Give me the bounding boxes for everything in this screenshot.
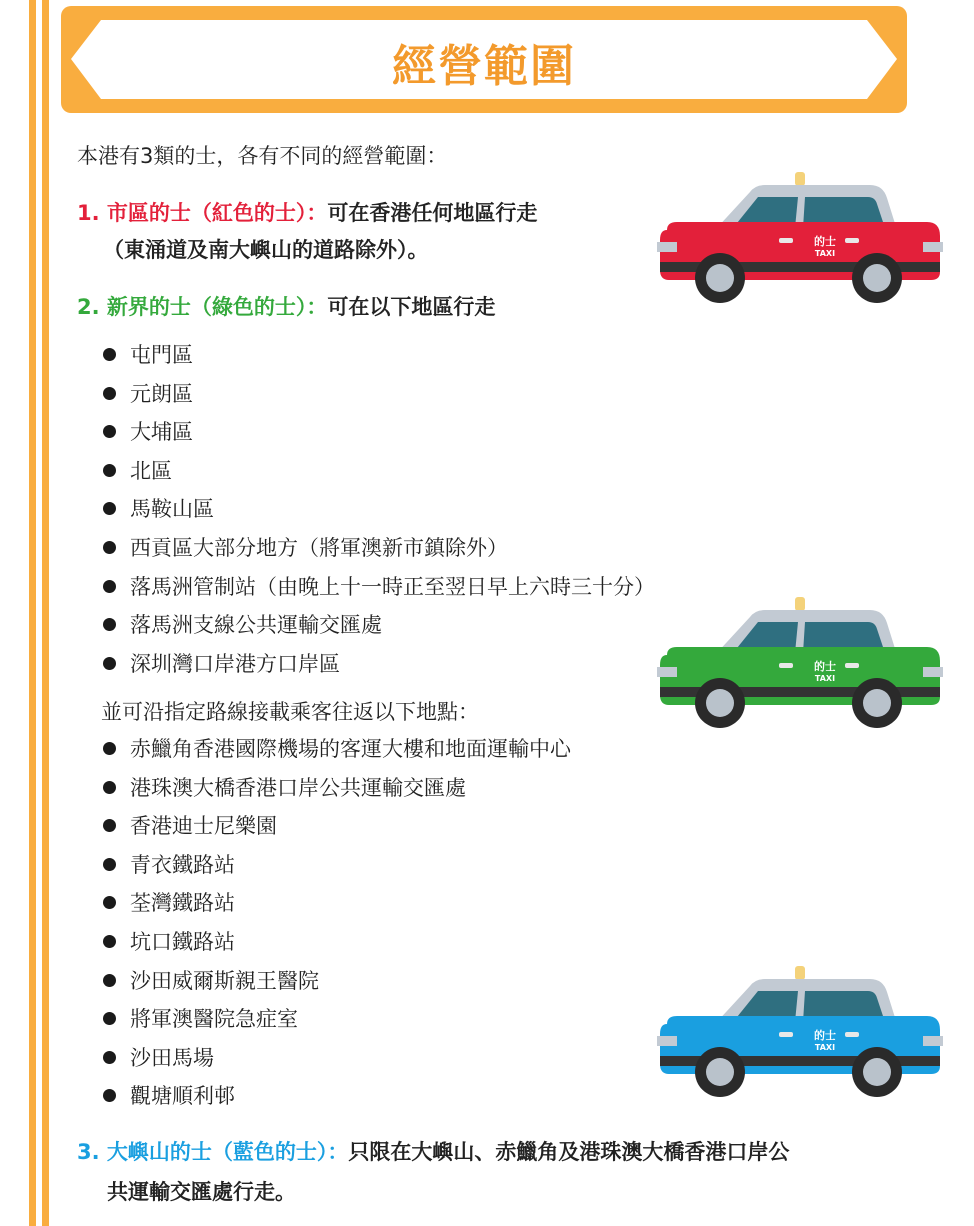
taxi-taillight	[923, 1036, 943, 1046]
taxi-hubcap	[706, 264, 734, 292]
taxi-hubcap	[863, 689, 891, 717]
urban-taxi-label: 1. 市區的士（紅色的士）：	[77, 201, 328, 225]
list-item: 北區	[103, 452, 655, 491]
list-item: 落馬洲管制站（由晚上十一時正至翌日早上六時三十分）	[103, 568, 655, 607]
taxi-sign-zh: 的士	[814, 235, 836, 248]
taxi-roof-light	[795, 966, 805, 980]
bullet-icon	[103, 464, 116, 477]
taxi-door-handle	[845, 1032, 859, 1037]
title-banner	[61, 6, 907, 113]
lantau-taxi-heading	[77, 1137, 789, 1167]
taxi-sign-en: TAXI	[814, 249, 836, 258]
taxi-taillight	[923, 667, 943, 677]
lantau-taxi-scope: 只限在大嶼山、赤鱲角及港珠澳大橋香港口岸公	[348, 1140, 790, 1164]
taxi-headlight	[657, 1036, 677, 1046]
list-item: 沙田威爾斯親王醫院	[103, 962, 571, 1001]
list-item: 大埔區	[103, 413, 655, 452]
taxi-door-handle	[845, 663, 859, 668]
bullet-icon	[103, 781, 116, 794]
bullet-icon	[103, 580, 116, 593]
list-item: 馬鞍山區	[103, 490, 655, 529]
urban-taxi-exception: （東涌道及南大嶼山的道路除外）。	[103, 238, 429, 262]
list-item: 沙田馬場	[103, 1039, 571, 1078]
bullet-icon	[103, 1089, 116, 1102]
bullet-icon	[103, 858, 116, 871]
list-item: 港珠澳大橋香港口岸公共運輸交匯處	[103, 769, 571, 808]
taxi-door-handle	[779, 663, 793, 668]
list-item: 香港迪士尼樂園	[103, 807, 571, 846]
bullet-icon	[103, 387, 116, 400]
taxi-hubcap	[863, 1058, 891, 1086]
page-title: 經營範圍	[392, 41, 576, 92]
bullet-icon	[103, 657, 116, 670]
taxi-sign-zh: 的士	[814, 660, 836, 673]
taxi-door-handle	[779, 1032, 793, 1037]
left-border-stripe	[29, 0, 36, 1226]
taxi-sign-en: TAXI	[814, 1043, 836, 1052]
taxi-hubcap	[706, 1058, 734, 1086]
bullet-icon	[103, 541, 116, 554]
bullet-icon	[103, 618, 116, 631]
list-item: 坑口鐵路站	[103, 923, 571, 962]
taxi-headlight	[657, 242, 677, 252]
taxi-taillight	[923, 242, 943, 252]
red-taxi-illustration	[655, 170, 945, 305]
bullet-icon	[103, 935, 116, 948]
taxi-roof-light	[795, 597, 805, 611]
taxi-roof-light	[795, 172, 805, 186]
taxi-sign-en: TAXI	[814, 674, 836, 683]
list-item: 將軍澳醫院急症室	[103, 1000, 571, 1039]
left-border-stripe	[42, 0, 49, 1226]
list-item: 屯門區	[103, 336, 655, 375]
taxi-sign-zh: 的士	[814, 1029, 836, 1042]
list-item: 元朗區	[103, 375, 655, 414]
nt-taxi-scope: 可在以下地區行走	[327, 295, 496, 319]
taxi-hubcap	[706, 689, 734, 717]
bullet-icon	[103, 502, 116, 515]
list-item: 赤鱲角香港國際機場的客運大樓和地面運輸中心	[103, 730, 571, 769]
list-item: 西貢區大部分地方（將軍澳新市鎮除外）	[103, 529, 655, 568]
green-taxi-illustration	[655, 595, 945, 730]
nt-destinations-note: 並可沿指定路線接載乘客往返以下地點：	[101, 700, 479, 724]
nt-taxi-heading	[77, 292, 495, 322]
list-item: 深圳灣口岸港方口岸區	[103, 645, 655, 684]
list-item: 青衣鐵路站	[103, 846, 571, 885]
bullet-icon	[103, 425, 116, 438]
list-item: 落馬洲支線公共運輸交匯處	[103, 606, 655, 645]
intro-text: 本港有3類的士，各有不同的經營範圍：	[77, 144, 448, 168]
taxi-door-handle	[779, 238, 793, 243]
nt-destination-list	[103, 730, 571, 1116]
taxi-hubcap	[863, 264, 891, 292]
bullet-icon	[103, 1051, 116, 1064]
bullet-icon	[103, 742, 116, 755]
taxi-headlight	[657, 667, 677, 677]
urban-taxi-scope: 可在香港任何地區行走	[327, 201, 538, 225]
bullet-icon	[103, 348, 116, 361]
nt-area-list	[103, 336, 655, 683]
bullet-icon	[103, 896, 116, 909]
blue-taxi-illustration	[655, 964, 945, 1099]
list-item: 荃灣鐵路站	[103, 884, 571, 923]
list-item: 觀塘順利邨	[103, 1077, 571, 1116]
lantau-taxi-scope-continued: 共運輸交匯處行走。	[107, 1180, 296, 1204]
bullet-icon	[103, 819, 116, 832]
urban-taxi-heading	[77, 198, 537, 228]
bullet-icon	[103, 1012, 116, 1025]
bullet-icon	[103, 974, 116, 987]
taxi-door-handle	[845, 238, 859, 243]
nt-taxi-label: 2. 新界的士（綠色的士）：	[77, 295, 328, 319]
lantau-taxi-label: 3. 大嶼山的士（藍色的士）：	[77, 1140, 349, 1164]
